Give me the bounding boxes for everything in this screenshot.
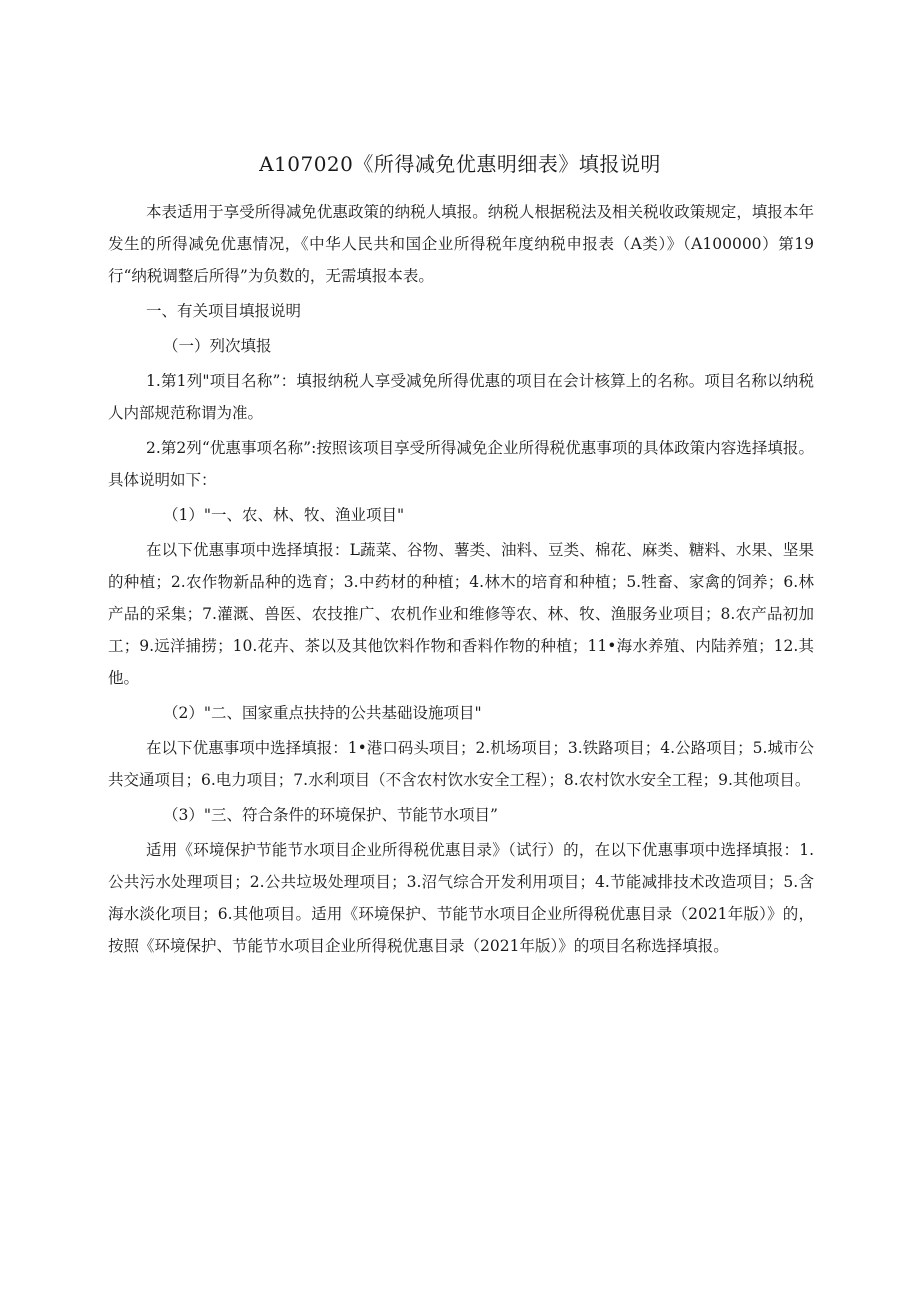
- category-3-items: 适用《环境保护节能节水项目企业所得税优惠目录》（试行）的，在以下优惠事项中选择填报：1.公共污水处理项目；2.公共垃圾处理项目；3.沼气综合开发利用项目；4.节能减排技术改造项目；5.含海水淡化项目；6.其他项目。适用《环境保护、节能节水项目企业所得税优惠目录（2021年版）》的，按照《环境保护、节能节水项目企业所得税优惠目录（2021年版）》的项目名称选择填报。: [108, 841, 814, 955]
- document-title: A107020《所得减免优惠明细表》填报说明: [259, 152, 661, 176]
- section-heading-1: 一、有关项目填报说明: [146, 302, 302, 320]
- category-1-items: 在以下优惠事项中选择填报：L蔬菜、谷物、薯类、油料、豆类、棉花、麻类、糖料、水果、坚果的种植；2.农作物新品种的选育；3.中药材的种植；4.林木的培育和种植；5.牲畜、家禽的饲养；6.林产品的采集；7.灌溉、兽医、农技推广、农机作业和维修等农、林、牧、渔服务业项目；8.农产品初加工；9.远洋捕捞；10.花卉、茶以及其他饮料作物和香料作物的种植；11•海水养殖、内陆养殖；12.其他。: [108, 541, 814, 687]
- subsection-heading-columns: （一）列次填报: [163, 337, 272, 355]
- category-2-heading: （2）"二、国家重点扶持的公共基础设施项目": [163, 704, 482, 722]
- category-3-heading: （3）"三、符合条件的环境保护、节能节水项目”: [163, 806, 498, 824]
- intro-paragraph: 本表适用于享受所得减免优惠政策的纳税人填报。纳税人根据税法及相关税收政策规定，填报本年发生的所得减免优惠情况，《中华人民共和国企业所得税年度纳税申报表（A类）》（A100000）第19行“纳税调整后所得”为负数的，无需填报本表。: [108, 203, 814, 285]
- category-2-items: 在以下优惠事项中选择填报：1•港口码头项目；2.机场项目；3.铁路项目；4.公路项目；5.城市公共交通项目；6.电力项目；7.水利项目（不含农村饮水安全工程）；8.农村饮水安全工程；9.其他项目。: [108, 739, 814, 789]
- category-1-heading: （1）"一、农、林、牧、渔业项目": [163, 506, 405, 524]
- column-1-description: 1.第1列"项目名称”：填报纳税人享受减免所得优惠的项目在会计核算上的名称。项目名称以纳税人内部规范称谓为准。: [108, 372, 814, 422]
- document-body: [108, 196, 814, 965]
- column-2-description: 2.第2列“优惠事项名称”:按照该项目享受所得减免企业所得税优惠事项的具体政策内容选择填报。具体说明如下：: [108, 439, 814, 489]
